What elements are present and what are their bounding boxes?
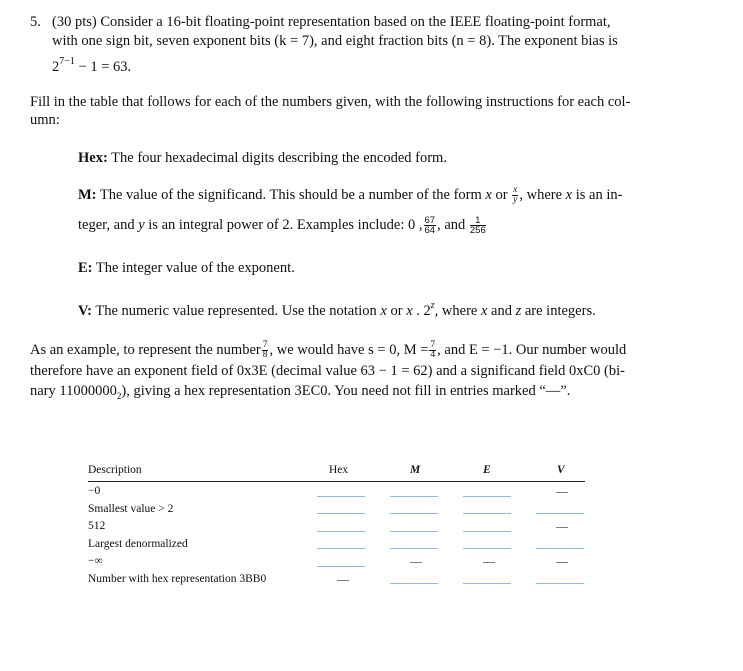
example-fraction-67-64 xyxy=(424,216,437,235)
dash-v-r3: — xyxy=(556,519,568,533)
def-v-or: or xyxy=(386,302,407,319)
def-m-label: M: xyxy=(78,187,97,203)
header-m: M xyxy=(410,464,421,476)
example-line-2: therefore have an exponent field of 0x3E (decimal value 63 − 1 = 62) and a significand field 0xC0 (bi- xyxy=(30,363,625,379)
instructions-line-1: Fill in the table that follows for each of the numbers given, with the following instructions for each col- xyxy=(30,94,631,110)
row-desc-smallest: Smallest value > 2 xyxy=(88,503,174,515)
example-l3a: nary 11000000 xyxy=(30,383,117,399)
def-v-text-1: The numeric value represented. Use the notation xyxy=(91,302,381,319)
blank-m-r6[interactable] xyxy=(390,583,438,584)
blank-hex-r1[interactable] xyxy=(317,496,365,497)
blank-e-r3[interactable] xyxy=(463,531,511,532)
bias-exponent: 7−1 xyxy=(59,56,75,67)
def-m-or: or xyxy=(491,187,512,203)
blank-m-r1[interactable] xyxy=(390,496,438,497)
blank-m-r3[interactable] xyxy=(390,531,438,532)
def-e-text: The integer value of the exponent. xyxy=(92,260,295,276)
bias-rest: − 1 = 63. xyxy=(74,58,132,75)
def-m2-y: y xyxy=(138,217,145,233)
row-desc-largest-denorm: Largest denormalized xyxy=(88,538,188,550)
row-desc-3bb0: Number with hex representation 3BB0 xyxy=(88,573,267,585)
def-m-x2: x xyxy=(565,187,573,203)
blank-e-r4[interactable] xyxy=(463,548,511,549)
header-e: E xyxy=(483,464,491,476)
def-v xyxy=(78,298,596,320)
example-l3-sub: 2 xyxy=(116,390,122,401)
def-hex xyxy=(78,149,447,167)
frac-4: 4 xyxy=(430,350,436,361)
example-l1c: , and E = −1. Our number would xyxy=(437,342,627,358)
blank-e-r2[interactable] xyxy=(463,513,511,514)
dash-v-r1: — xyxy=(556,484,568,498)
def-v-x: x xyxy=(380,302,387,319)
example-l3b: ), giving a hex representation 3EC0. You need not fill in entries marked “—”. xyxy=(121,383,571,399)
example-fraction-1-256 xyxy=(470,216,486,235)
header-hex: Hex xyxy=(329,464,349,476)
def-m-frac-num: x xyxy=(513,185,518,196)
def-v-and: and xyxy=(487,302,516,319)
def-m-x: x xyxy=(485,187,492,203)
def-v-text-2: , where xyxy=(434,302,481,319)
dash-v-r5: — xyxy=(556,554,568,568)
def-v-x3: x xyxy=(480,302,488,319)
def-m-line-2 xyxy=(78,216,487,235)
frac-1: 1 xyxy=(470,216,486,226)
def-e-label: E: xyxy=(78,260,93,276)
dash-m-r5: — xyxy=(410,554,422,568)
blank-m-r2[interactable] xyxy=(390,513,438,514)
def-v-text-3: are integers. xyxy=(521,302,596,319)
def-v-label: V: xyxy=(78,302,92,319)
def-m2-and: , and xyxy=(437,217,466,233)
example-line-1 xyxy=(30,341,626,360)
def-m-text-1: The value of the significand. This should be a number of the form xyxy=(96,187,486,203)
def-m2-text-1: teger, and xyxy=(78,217,139,233)
frac-8: 8 xyxy=(262,350,268,361)
table-header-rule xyxy=(88,481,585,482)
blank-v-r2[interactable] xyxy=(536,513,584,514)
def-v-z: z xyxy=(430,300,435,311)
blank-e-r1[interactable] xyxy=(463,496,511,497)
problem-line-1: (30 pts) Consider a 16-bit floating-point representation based on the IEEE floating-point format, xyxy=(52,14,611,30)
bias-formula xyxy=(52,54,131,76)
frac-64: 64 xyxy=(424,225,436,237)
def-m-line-1 xyxy=(78,186,622,205)
problem-line-2: with one sign bit, seven exponent bits (k = 7), and eight fraction bits (n = 8). The exponent bias is xyxy=(52,33,618,49)
blank-v-r4[interactable] xyxy=(536,548,584,549)
blank-hex-r3[interactable] xyxy=(317,531,365,532)
frac-67: 67 xyxy=(424,215,436,227)
def-m-text-3: is an in- xyxy=(572,187,623,203)
header-description: Description xyxy=(88,464,142,476)
example-l1b: , we would have s = 0, M = xyxy=(269,342,429,358)
def-e xyxy=(78,259,295,277)
instructions-line-2: umn: xyxy=(30,112,60,128)
blank-m-r4[interactable] xyxy=(390,548,438,549)
blank-v-r6[interactable] xyxy=(536,583,584,584)
example-line-3 xyxy=(30,382,570,405)
def-m-fraction xyxy=(512,186,518,205)
frac-7a: 7 xyxy=(262,340,268,351)
def-hex-label: Hex: xyxy=(78,150,108,166)
row-desc-neg-zero: −0 xyxy=(88,485,101,497)
def-v-x2: x xyxy=(406,302,413,319)
row-desc-neg-inf: −∞ xyxy=(88,555,103,567)
example-fraction-7-4 xyxy=(429,341,436,360)
def-v-z2: z xyxy=(515,302,522,319)
blank-hex-r2[interactable] xyxy=(317,513,365,514)
frac-7b: 7 xyxy=(430,340,436,351)
blank-e-r6[interactable] xyxy=(463,583,511,584)
example-l1a: As an example, to represent the number xyxy=(30,342,261,358)
header-v: V xyxy=(557,464,565,476)
dash-hex-r6: — xyxy=(337,572,349,586)
bias-base: 2 xyxy=(52,58,60,75)
dash-e-r5: — xyxy=(483,554,495,568)
row-desc-512: 512 xyxy=(88,520,106,532)
example-fraction-7-8 xyxy=(262,341,269,360)
def-hex-text: The four hexadecimal digits describing the encoded form. xyxy=(107,150,447,166)
blank-hex-r4[interactable] xyxy=(317,548,365,549)
def-v-dot: . 2 xyxy=(412,302,431,319)
problem-number: 5. xyxy=(30,14,41,30)
def-m2-text-2: is an integral power of 2. Examples include: 0 , xyxy=(144,217,423,233)
blank-hex-r5[interactable] xyxy=(317,566,365,567)
def-m-frac-den: y xyxy=(513,195,518,206)
frac-256: 256 xyxy=(469,225,486,237)
def-m-text-2: , where xyxy=(519,187,566,203)
